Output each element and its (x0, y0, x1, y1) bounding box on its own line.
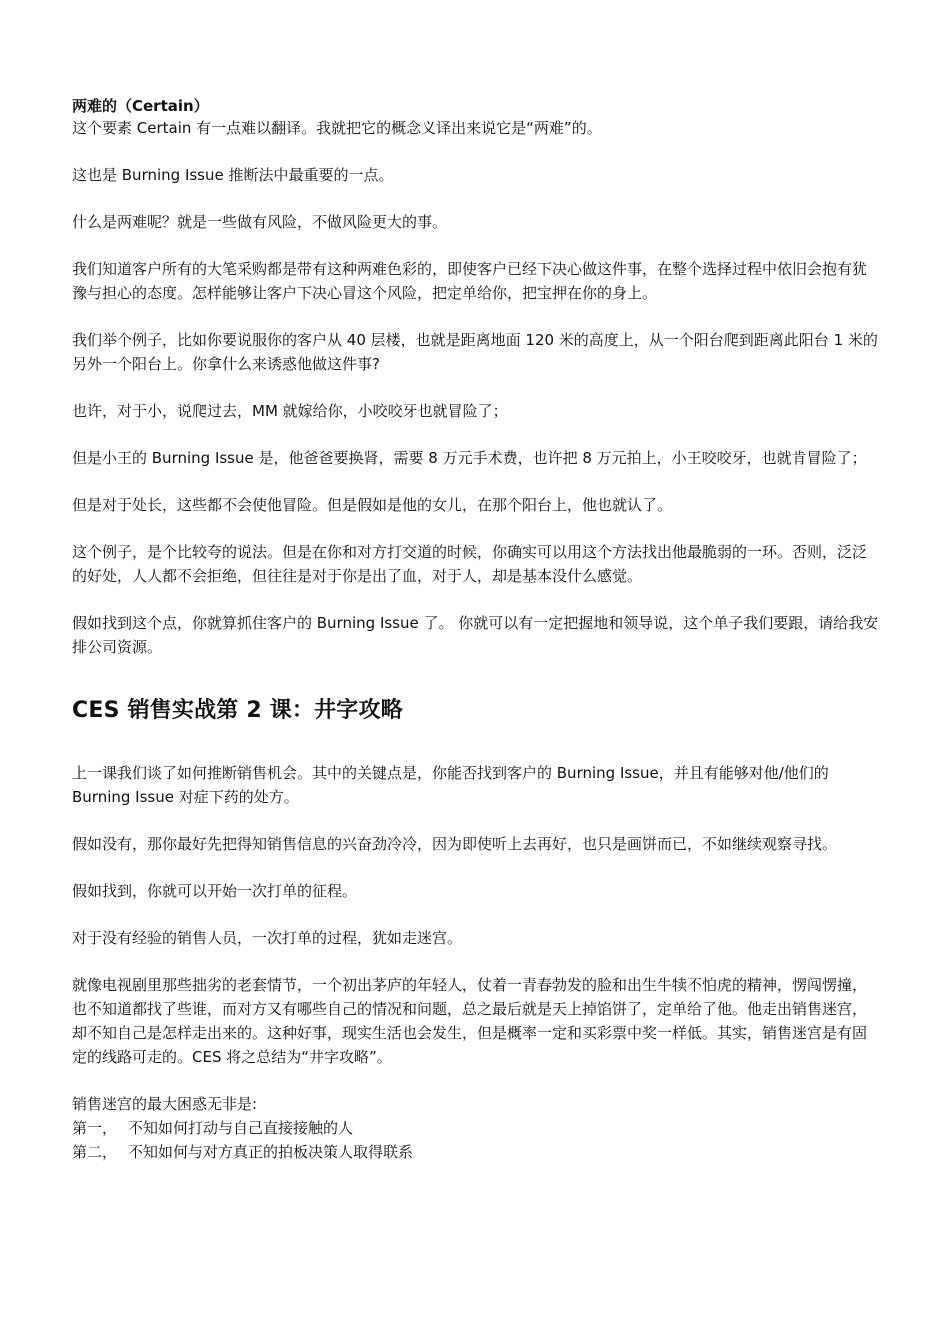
paragraph: 我们知道客户所有的大笔采购都是带有这种两难色彩的，即使客户已经下决心做这件事，在整个选择过程中依旧会抱有犹豫与担心的态度。怎样能够让客户下决心冒这个风险，把定单给你，把宝押在你的身上。 (72, 260, 868, 302)
paragraph: 就像电视剧里那些拙劣的老套情节，一个初出茅庐的年轻人，仗着一青春勃发的脸和出生牛犊不怕虎的精神，愣闯愣撞，也不知道都找了些谁，而对方又有哪些自己的情况和问题，总之最后就是天上掉馅饼了，定单给了他。他走出销售迷宫，却不知自己是怎样走出来的。这种好事，现实生活也会发生，但是概率一定和买彩票中奖一样低。其实，销售迷宫是有固定的线路可走的。CES 将之总结为“井字攻略”。 (72, 976, 868, 1066)
paragraph: 但是对于处长，这些都不会使他冒险。但是假如是他的女儿，在那个阳台上，他也就认了。 (72, 496, 673, 514)
paragraph: 但是小王的 Burning Issue 是，他爸爸要换肾，需要 8 万元手术费，也许把 8 万元拍上，小王咬咬牙，也就肯冒险了； (72, 449, 867, 467)
paragraph: 什么是两难呢？就是一些做有风险，不做风险更大的事。 (72, 213, 448, 231)
document-page (72, 96, 880, 1164)
certain-intro-paragraph: 这个要素 Certain 有一点难以翻译。我就把它的概念义译出来说它是“两难”的。 (72, 119, 602, 137)
confusion-list (72, 1092, 880, 1164)
confusion-intro: 销售迷宫的最大困惑无非是: (72, 1095, 258, 1113)
paragraph: 假如没有，那你最好先把得知销售信息的兴奋劲冷冷，因为即使听上去再好，也只是画饼而已，不如继续观察寻找。 (72, 835, 838, 853)
paragraph: 假如找到这个点，你就算抓住客户的 Burning Issue 了。 你就可以有一定把握地和领导说，这个单子我们要跟，请给我安排公司资源。 (72, 614, 879, 656)
paragraph: 这也是 Burning Issue 推断法中最重要的一点。 (72, 166, 394, 184)
list-item-number: 第一， (72, 1119, 118, 1137)
paragraph: 假如找到，你就可以开始一次打单的征程。 (72, 882, 358, 900)
paragraph: 我们举个例子，比如你要说服你的客户从 40 层楼，也就是距离地面 120 米的高度上，从一个阳台爬到距离此阳台 1 米的另外一个阳台上。你拿什么来诱惑他做这件事? (72, 331, 878, 373)
list-item (72, 1116, 880, 1140)
paragraph: 对于没有经验的销售人员，一次打单的过程，犹如走迷宫。 (72, 929, 463, 947)
paragraph: 上一课我们谈了如何推断销售机会。其中的关键点是，你能否找到客户的 Burning Issue，并且有能够对他/他们的 Burning Issue 对症下药的处方。 (72, 764, 829, 806)
list-item (72, 1140, 880, 1164)
list-item-number: 第二， (72, 1143, 118, 1161)
paragraph: 也许，对于小，说爬过去，MM 就嫁给你，小咬咬牙也就冒险了； (72, 402, 508, 420)
paragraph: 这个例子，是个比较夸的说法。但是在你和对方打交道的时候，你确实可以用这个方法找出他最脆弱的一环。否则，泛泛的好处，人人都不会拒绝，但往往是对于你是出了血，对于人，却是基本没什么感觉。 (72, 543, 868, 585)
lesson-2-title: CES 销售实战第 2 课：井字攻略 (72, 698, 403, 723)
section-heading-certain: 两难的（Certain） (72, 97, 209, 115)
list-item-text: 不知如何打动与自己直接接触的人 (128, 1119, 354, 1137)
list-item-text: 不知如何与对方真正的拍板决策人取得联系 (128, 1143, 414, 1161)
